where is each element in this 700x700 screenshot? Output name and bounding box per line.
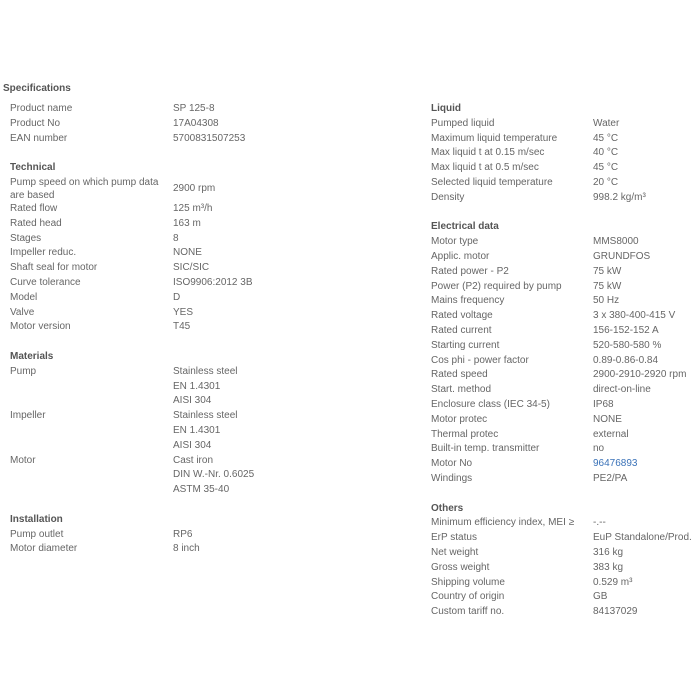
spec-value-line: 50 Hz xyxy=(593,295,620,307)
spec-value-line: MMS8000 xyxy=(593,236,639,248)
spec-row-rated-current xyxy=(431,324,700,339)
spec-value-line: 520-580-580 % xyxy=(593,339,662,351)
spec-value xyxy=(593,265,700,280)
section-spacer xyxy=(431,206,700,221)
spec-value-line: Cast iron xyxy=(173,454,214,466)
spec-value-lines xyxy=(593,176,700,191)
section-spacer xyxy=(431,487,700,502)
spec-value-lines xyxy=(173,365,413,409)
spec-row-shaft-seal-for-motor xyxy=(10,261,420,276)
spec-value-lines xyxy=(593,576,700,591)
spec-label: Enclosure class (IEC 34-5) xyxy=(431,398,550,410)
spec-value-line: AISI 304 xyxy=(173,439,212,451)
spec-value-line: GB xyxy=(593,591,608,603)
spec-row-cos-phi-power-factor xyxy=(431,354,700,369)
spec-value-lines xyxy=(173,117,413,132)
spec-value-line: direct-on-line xyxy=(593,384,651,396)
spec-label: Cos phi - power factor xyxy=(431,354,529,366)
spec-row-model xyxy=(10,291,420,306)
spec-value-line: EuP Standalone/Prod. xyxy=(593,532,692,544)
spec-row-country-of-origin xyxy=(431,590,700,605)
spec-label: Pump xyxy=(10,365,37,377)
spec-label: Valve xyxy=(10,306,35,318)
spec-row-rated-voltage xyxy=(431,309,700,324)
spec-row-custom-tariff-no xyxy=(431,605,700,620)
spec-value xyxy=(173,306,413,321)
section-title: Electrical data xyxy=(431,221,499,233)
spec-value-lines xyxy=(593,561,700,576)
spec-row-valve xyxy=(10,306,420,321)
spec-value xyxy=(593,250,700,265)
spec-value xyxy=(593,235,700,250)
spec-row-mains-frequency xyxy=(431,294,700,309)
spec-value-lines xyxy=(593,472,700,487)
spec-value xyxy=(173,261,413,276)
spec-row-motor-diameter xyxy=(10,542,420,557)
section-title: Others xyxy=(431,502,464,514)
page-title: Specifications xyxy=(3,83,71,94)
spec-value xyxy=(593,546,700,561)
spec-row-applic-motor xyxy=(431,250,700,265)
spec-value-lines xyxy=(593,324,700,339)
spec-value-lines xyxy=(593,117,700,132)
spec-row-pump-outlet xyxy=(10,528,420,543)
spec-value xyxy=(593,561,700,576)
spec-value-line: 45 °C xyxy=(593,132,619,144)
spec-value-line: 125 m³/h xyxy=(173,202,213,214)
spec-row-rated-speed xyxy=(431,368,700,383)
spec-value xyxy=(593,516,700,531)
spec-value-lines xyxy=(593,161,700,176)
spec-value-line: D xyxy=(173,291,181,303)
spec-label: Thermal protec xyxy=(431,428,499,440)
spec-label: Power (P2) required by pump xyxy=(431,280,562,292)
spec-row-maximum-liquid-temperature xyxy=(431,132,700,147)
spec-label: Selected liquid temperature xyxy=(431,176,553,188)
spec-row-start-method xyxy=(431,383,700,398)
spec-row-rated-power-p2 xyxy=(431,265,700,280)
spec-label: Gross weight xyxy=(431,561,490,573)
spec-value-line: RP6 xyxy=(173,528,193,540)
spec-value-lines xyxy=(173,276,413,291)
spec-value-line: 3 x 380-400-415 V xyxy=(593,310,676,322)
spec-value-line: 20 °C xyxy=(593,176,619,188)
spec-label: Motor version xyxy=(10,321,71,333)
spec-row-curve-tolerance xyxy=(10,276,420,291)
spec-value xyxy=(173,117,413,132)
spec-value-lines xyxy=(593,413,700,428)
spec-value-line: 75 kW xyxy=(593,265,622,277)
spec-value-lines xyxy=(173,102,413,117)
spec-row-built-in-temp-transmitter xyxy=(431,442,700,457)
spec-value-lines xyxy=(173,409,413,453)
spec-value xyxy=(593,531,700,546)
spec-value-line: 84137029 xyxy=(593,606,638,618)
spec-value xyxy=(593,354,700,369)
spec-value xyxy=(593,383,700,398)
spec-value-lines xyxy=(593,457,700,472)
spec-value-line: 316 kg xyxy=(593,546,624,558)
spec-value-lines xyxy=(593,590,700,605)
section-technical xyxy=(10,161,420,335)
spec-value xyxy=(173,176,413,202)
spec-value-lines xyxy=(593,442,700,457)
spec-value-lines xyxy=(593,265,700,280)
spec-value-lines xyxy=(593,235,700,250)
spec-row-minimum-efficiency-index-mei xyxy=(431,516,700,531)
spec-row-motor-type xyxy=(431,235,700,250)
specs-left-column xyxy=(10,102,420,557)
spec-value xyxy=(173,365,413,409)
spec-value-lines xyxy=(173,261,413,276)
spec-value-lines xyxy=(593,383,700,398)
spec-value-line: SP 125-8 xyxy=(173,103,215,114)
section-spacer xyxy=(10,146,420,161)
spec-label: Pumped liquid xyxy=(431,117,495,129)
spec-value xyxy=(593,117,700,132)
spec-value-line: 5700831507253 xyxy=(173,132,246,144)
spec-value xyxy=(173,528,413,543)
spec-value xyxy=(173,454,413,498)
spec-value xyxy=(593,176,700,191)
spec-label: Max liquid t at 0.15 m/sec xyxy=(431,147,545,159)
spec-row-rated-flow xyxy=(10,202,420,217)
spec-row-max-liquid-t-at-0-15-m-sec xyxy=(431,146,700,161)
spec-value-line: 75 kW xyxy=(593,280,622,292)
spec-label: Rated head xyxy=(10,217,62,229)
spec-value-line: T45 xyxy=(173,321,191,333)
spec-row-pump-speed-on-which-pump-data-are-based xyxy=(10,176,420,202)
spec-row-thermal-protec xyxy=(431,428,700,443)
spec-value-lines xyxy=(593,516,700,531)
spec-value-lines xyxy=(173,182,215,195)
spec-label: Impeller reduc. xyxy=(10,247,77,259)
spec-value-line: SIC/SIC xyxy=(173,262,210,274)
spec-label: Rated flow xyxy=(10,202,58,214)
spec-value-line: -.-- xyxy=(593,517,606,529)
spec-row-product-name xyxy=(10,102,420,117)
spec-label: Starting current xyxy=(431,339,500,351)
spec-value xyxy=(593,309,700,324)
spec-value xyxy=(593,339,700,354)
section-spacer xyxy=(10,335,420,350)
spec-value-line: 2900-2910-2920 rpm xyxy=(593,369,687,381)
spec-value-lines xyxy=(593,250,700,265)
section-title: Liquid xyxy=(431,103,461,114)
spec-label: Density xyxy=(431,191,465,203)
spec-value-lines xyxy=(593,546,700,561)
spec-row-enclosure-class-iec-34-5 xyxy=(431,398,700,413)
spec-value-line: 40 °C xyxy=(593,147,619,159)
section-spacer xyxy=(10,498,420,513)
spec-value xyxy=(593,161,700,176)
spec-label: Product No xyxy=(10,117,61,129)
spec-value xyxy=(593,472,700,487)
spec-row-impeller xyxy=(10,409,420,453)
spec-value-lines xyxy=(173,542,413,557)
spec-value-line: 163 m xyxy=(173,217,201,229)
spec-value xyxy=(593,457,700,472)
spec-value xyxy=(173,542,413,557)
spec-value xyxy=(593,428,700,443)
spec-label: EAN number xyxy=(10,132,68,144)
spec-value xyxy=(593,442,700,457)
section-electrical-data xyxy=(431,220,700,486)
spec-value-line: 2900 rpm xyxy=(173,183,216,195)
spec-value-lines xyxy=(593,354,700,369)
spec-value-lines xyxy=(593,191,700,206)
section-liquid xyxy=(431,102,700,206)
spec-value-line: no xyxy=(593,443,605,455)
spec-value-line: 8 xyxy=(173,232,179,244)
spec-value-line: Stainless steel xyxy=(173,410,238,422)
spec-value xyxy=(593,368,700,383)
spec-value-line: IP68 xyxy=(593,398,614,410)
section-others xyxy=(431,502,700,620)
spec-label: Pump speed on which pump data are based xyxy=(10,176,159,201)
spec-value xyxy=(593,413,700,428)
spec-row-max-liquid-t-at-0-5-m-sec xyxy=(431,161,700,176)
spec-value-lines xyxy=(593,294,700,309)
spec-label: Start. method xyxy=(431,384,492,396)
spec-label: Shaft seal for motor xyxy=(10,262,98,274)
section-materials xyxy=(10,350,420,498)
spec-row-density xyxy=(431,191,700,206)
specs-right-column xyxy=(431,102,700,620)
spec-row-ean-number xyxy=(10,132,420,147)
spec-value-lines xyxy=(593,280,700,295)
spec-value-line: YES xyxy=(173,306,194,318)
spec-value xyxy=(173,202,413,217)
motor-no-link[interactable]: 96476893 xyxy=(593,458,638,470)
spec-value-lines xyxy=(593,339,700,354)
spec-label: Rated power - P2 xyxy=(431,265,509,277)
spec-value-line: EN 1.4301 xyxy=(173,380,221,392)
spec-row-windings xyxy=(431,472,700,487)
spec-value-line: DIN W.-Nr. 0.6025 xyxy=(173,469,255,481)
spec-value xyxy=(173,132,413,147)
spec-value xyxy=(173,102,413,117)
spec-row-stages xyxy=(10,232,420,247)
spec-label: Model xyxy=(10,291,38,303)
spec-value-lines xyxy=(593,309,700,324)
spec-label: Applic. motor xyxy=(431,250,490,262)
spec-label: Mains frequency xyxy=(431,295,505,307)
spec-label: ErP status xyxy=(431,532,477,544)
spec-value xyxy=(593,590,700,605)
spec-label: Maximum liquid temperature xyxy=(431,132,558,144)
spec-value-lines xyxy=(593,605,700,620)
spec-row-rated-head xyxy=(10,217,420,232)
spec-value-line: 0.529 m³ xyxy=(593,576,633,588)
spec-label: Windings xyxy=(431,472,473,484)
spec-value-line: 0.89-0.86-0.84 xyxy=(593,354,659,366)
spec-label: Rated voltage xyxy=(431,310,493,322)
spec-row-motor-no xyxy=(431,457,700,472)
spec-value-line: 998.2 kg/m³ xyxy=(593,191,646,203)
spec-label: Product name xyxy=(10,103,73,114)
spec-value-line: 8 inch xyxy=(173,543,200,555)
spec-label: Motor diameter xyxy=(10,543,78,555)
spec-value xyxy=(173,232,413,247)
spec-label: Minimum efficiency index, MEI ≥ xyxy=(431,517,575,529)
spec-value xyxy=(593,191,700,206)
spec-value xyxy=(593,605,700,620)
spec-row-shipping-volume xyxy=(431,576,700,591)
spec-label: Stages xyxy=(10,232,42,244)
spec-row-product-no xyxy=(10,117,420,132)
spec-value xyxy=(173,276,413,291)
spec-value-line: NONE xyxy=(173,247,202,259)
spec-value-line: Stainless steel xyxy=(173,365,238,377)
spec-label: Curve tolerance xyxy=(10,276,81,288)
spec-value xyxy=(593,146,700,161)
spec-row-pumped-liquid xyxy=(431,117,700,132)
spec-value-lines xyxy=(593,146,700,161)
spec-value-line: ASTM 35-40 xyxy=(173,484,230,496)
spec-value xyxy=(173,217,413,232)
spec-value-line: GRUNDFOS xyxy=(593,250,651,262)
spec-label: Custom tariff no. xyxy=(431,606,505,618)
spec-row-starting-current xyxy=(431,339,700,354)
spec-row-impeller-reduc xyxy=(10,246,420,261)
spec-value-lines xyxy=(173,306,413,321)
spec-value-line: external xyxy=(593,428,629,440)
spec-value-lines xyxy=(173,454,413,498)
spec-row-power-p2-required-by-pump xyxy=(431,280,700,295)
section-general xyxy=(10,102,420,146)
spec-value-line: 17A04308 xyxy=(173,117,219,129)
spec-row-motor xyxy=(10,454,420,498)
spec-value xyxy=(593,132,700,147)
spec-label: Rated current xyxy=(431,324,492,336)
spec-value-lines xyxy=(173,246,413,261)
spec-value-lines xyxy=(593,428,700,443)
spec-value-line: Water xyxy=(593,117,620,129)
spec-value-lines xyxy=(593,531,700,546)
spec-label: Shipping volume xyxy=(431,576,505,588)
spec-value-line: 45 °C xyxy=(593,162,619,174)
spec-label: Motor type xyxy=(431,236,479,248)
spec-label: Motor No xyxy=(431,458,473,470)
spec-value xyxy=(173,246,413,261)
section-title: Installation xyxy=(10,513,63,525)
spec-value-line: 156-152-152 A xyxy=(593,324,659,336)
spec-row-selected-liquid-temperature xyxy=(431,176,700,191)
spec-row-motor-version xyxy=(10,320,420,335)
spec-row-net-weight xyxy=(431,546,700,561)
spec-value-line: PE2/PA xyxy=(593,472,628,484)
section-title: Materials xyxy=(10,350,54,362)
spec-value xyxy=(173,409,413,453)
section-title: Technical xyxy=(10,162,56,174)
spec-label: Pump outlet xyxy=(10,528,64,540)
spec-value xyxy=(593,398,700,413)
spec-value-lines xyxy=(593,368,700,383)
spec-row-motor-protec xyxy=(431,413,700,428)
spec-value-lines xyxy=(173,232,413,247)
spec-value-line: AISI 304 xyxy=(173,395,212,407)
spec-row-gross-weight xyxy=(431,561,700,576)
spec-value xyxy=(593,294,700,309)
spec-label: Impeller xyxy=(10,410,46,422)
spec-value xyxy=(173,320,413,335)
spec-value xyxy=(593,576,700,591)
spec-row-pump xyxy=(10,365,420,409)
spec-value-lines xyxy=(173,528,413,543)
spec-label: Motor xyxy=(10,454,36,466)
spec-value-line: NONE xyxy=(593,413,622,425)
spec-label: Motor protec xyxy=(431,413,488,425)
section-installation xyxy=(10,513,420,557)
spec-value-line: 383 kg xyxy=(593,561,624,573)
spec-value xyxy=(173,291,413,306)
spec-value-lines xyxy=(173,217,413,232)
spec-label: Country of origin xyxy=(431,591,505,603)
spec-value-line: ISO9906:2012 3B xyxy=(173,276,253,288)
spec-value-lines xyxy=(593,398,700,413)
spec-value-lines xyxy=(593,132,700,147)
spec-value xyxy=(593,280,700,295)
spec-label: Built-in temp. transmitter xyxy=(431,443,540,455)
spec-label: Net weight xyxy=(431,546,479,558)
spec-label: Rated speed xyxy=(431,369,488,381)
spec-value-lines xyxy=(173,291,413,306)
spec-value-lines xyxy=(173,320,413,335)
spec-value-lines xyxy=(173,202,413,217)
spec-value xyxy=(593,324,700,339)
spec-row-erp-status xyxy=(431,531,700,546)
spec-value-lines xyxy=(173,132,413,147)
spec-label: Max liquid t at 0.5 m/sec xyxy=(431,162,539,174)
spec-value-line: EN 1.4301 xyxy=(173,424,221,436)
